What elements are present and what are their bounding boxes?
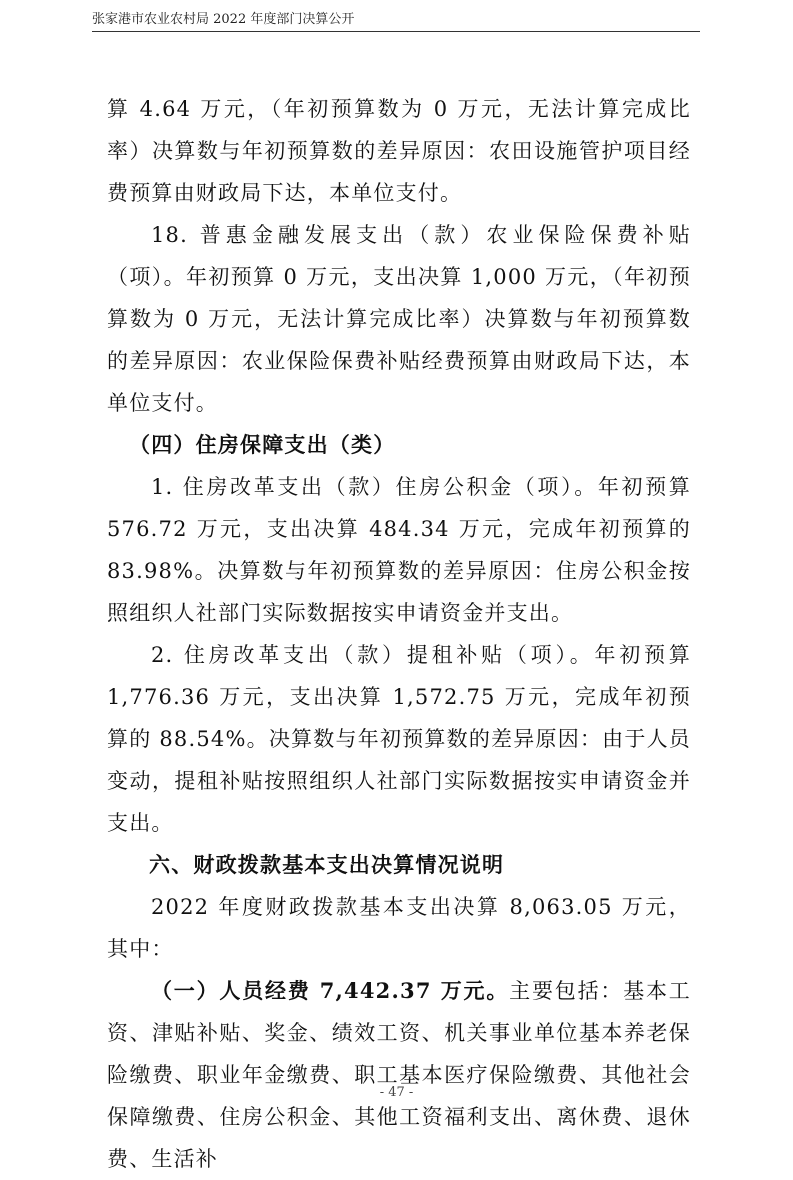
- page-header: [92, 8, 700, 32]
- paragraph-continuation: 算 4.64 万元，（年初预算数为 0 万元，无法计算完成比率）决算数与年初预算数的差异原因：农田设施管护项目经费预算由财政局下达，本单位支付。: [107, 97, 691, 205]
- paragraph-basic-expenditure-total: 2022 年度财政拨款基本支出决算 8,063.05 万元，其中：: [107, 895, 691, 961]
- header-title: 张家港市农业农村局 2022 年度部门决算公开: [92, 12, 355, 27]
- paragraph-personnel-expenses: [107, 970, 691, 1180]
- section-heading-housing: （四）住房保障支出（类）: [129, 432, 396, 457]
- paragraph-housing-fund: 1. 住房改革支出（款）住房公积金（项）。年初预算 576.72 万元，支出决算 484.34 万元，完成年初预算的 83.98%。决算数与年初预算数的差异原因：住房公积金按照组织人社部门实际数据按实申请资金并支出。: [107, 475, 691, 625]
- personnel-expenses-detail: 主要包括：基本工资、津贴补贴、奖金、绩效工资、机关事业单位基本养老保险缴费、职业年金缴费、职工基本医疗保险缴费、其他社会保障缴费、住房公积金、其他工资福利支出、离休费、退休费、生活补: [107, 979, 691, 1171]
- page-number: - 47 -: [379, 1085, 414, 1100]
- paragraph-rent-subsidy: 2. 住房改革支出（款）提租补贴（项）。年初预算 1,776.36 万元，支出决算 1,572.75 万元，完成年初预算的 88.54%。决算数与年初预算数的差异原因：由于人员变动，提租补贴按照组织人社部门实际数据按实申请资金并支出。: [107, 643, 691, 835]
- document-body: [107, 88, 691, 1180]
- paragraph-item-18: 18. 普惠金融发展支出（款）农业保险保费补贴（项）。年初预算 0 万元，支出决算 1,000 万元，（年初预算数为 0 万元，无法计算完成比率）决算数与年初预算数的差异原因：农业保险保费补贴经费预算由财政局下达，本单位支付。: [107, 223, 691, 415]
- page-footer: [0, 1085, 793, 1100]
- personnel-expenses-lead: （一）人员经费 7,442.37 万元。: [151, 978, 510, 1003]
- section-heading-basic-expenditure: 六、财政拨款基本支出决算情况说明: [149, 852, 505, 877]
